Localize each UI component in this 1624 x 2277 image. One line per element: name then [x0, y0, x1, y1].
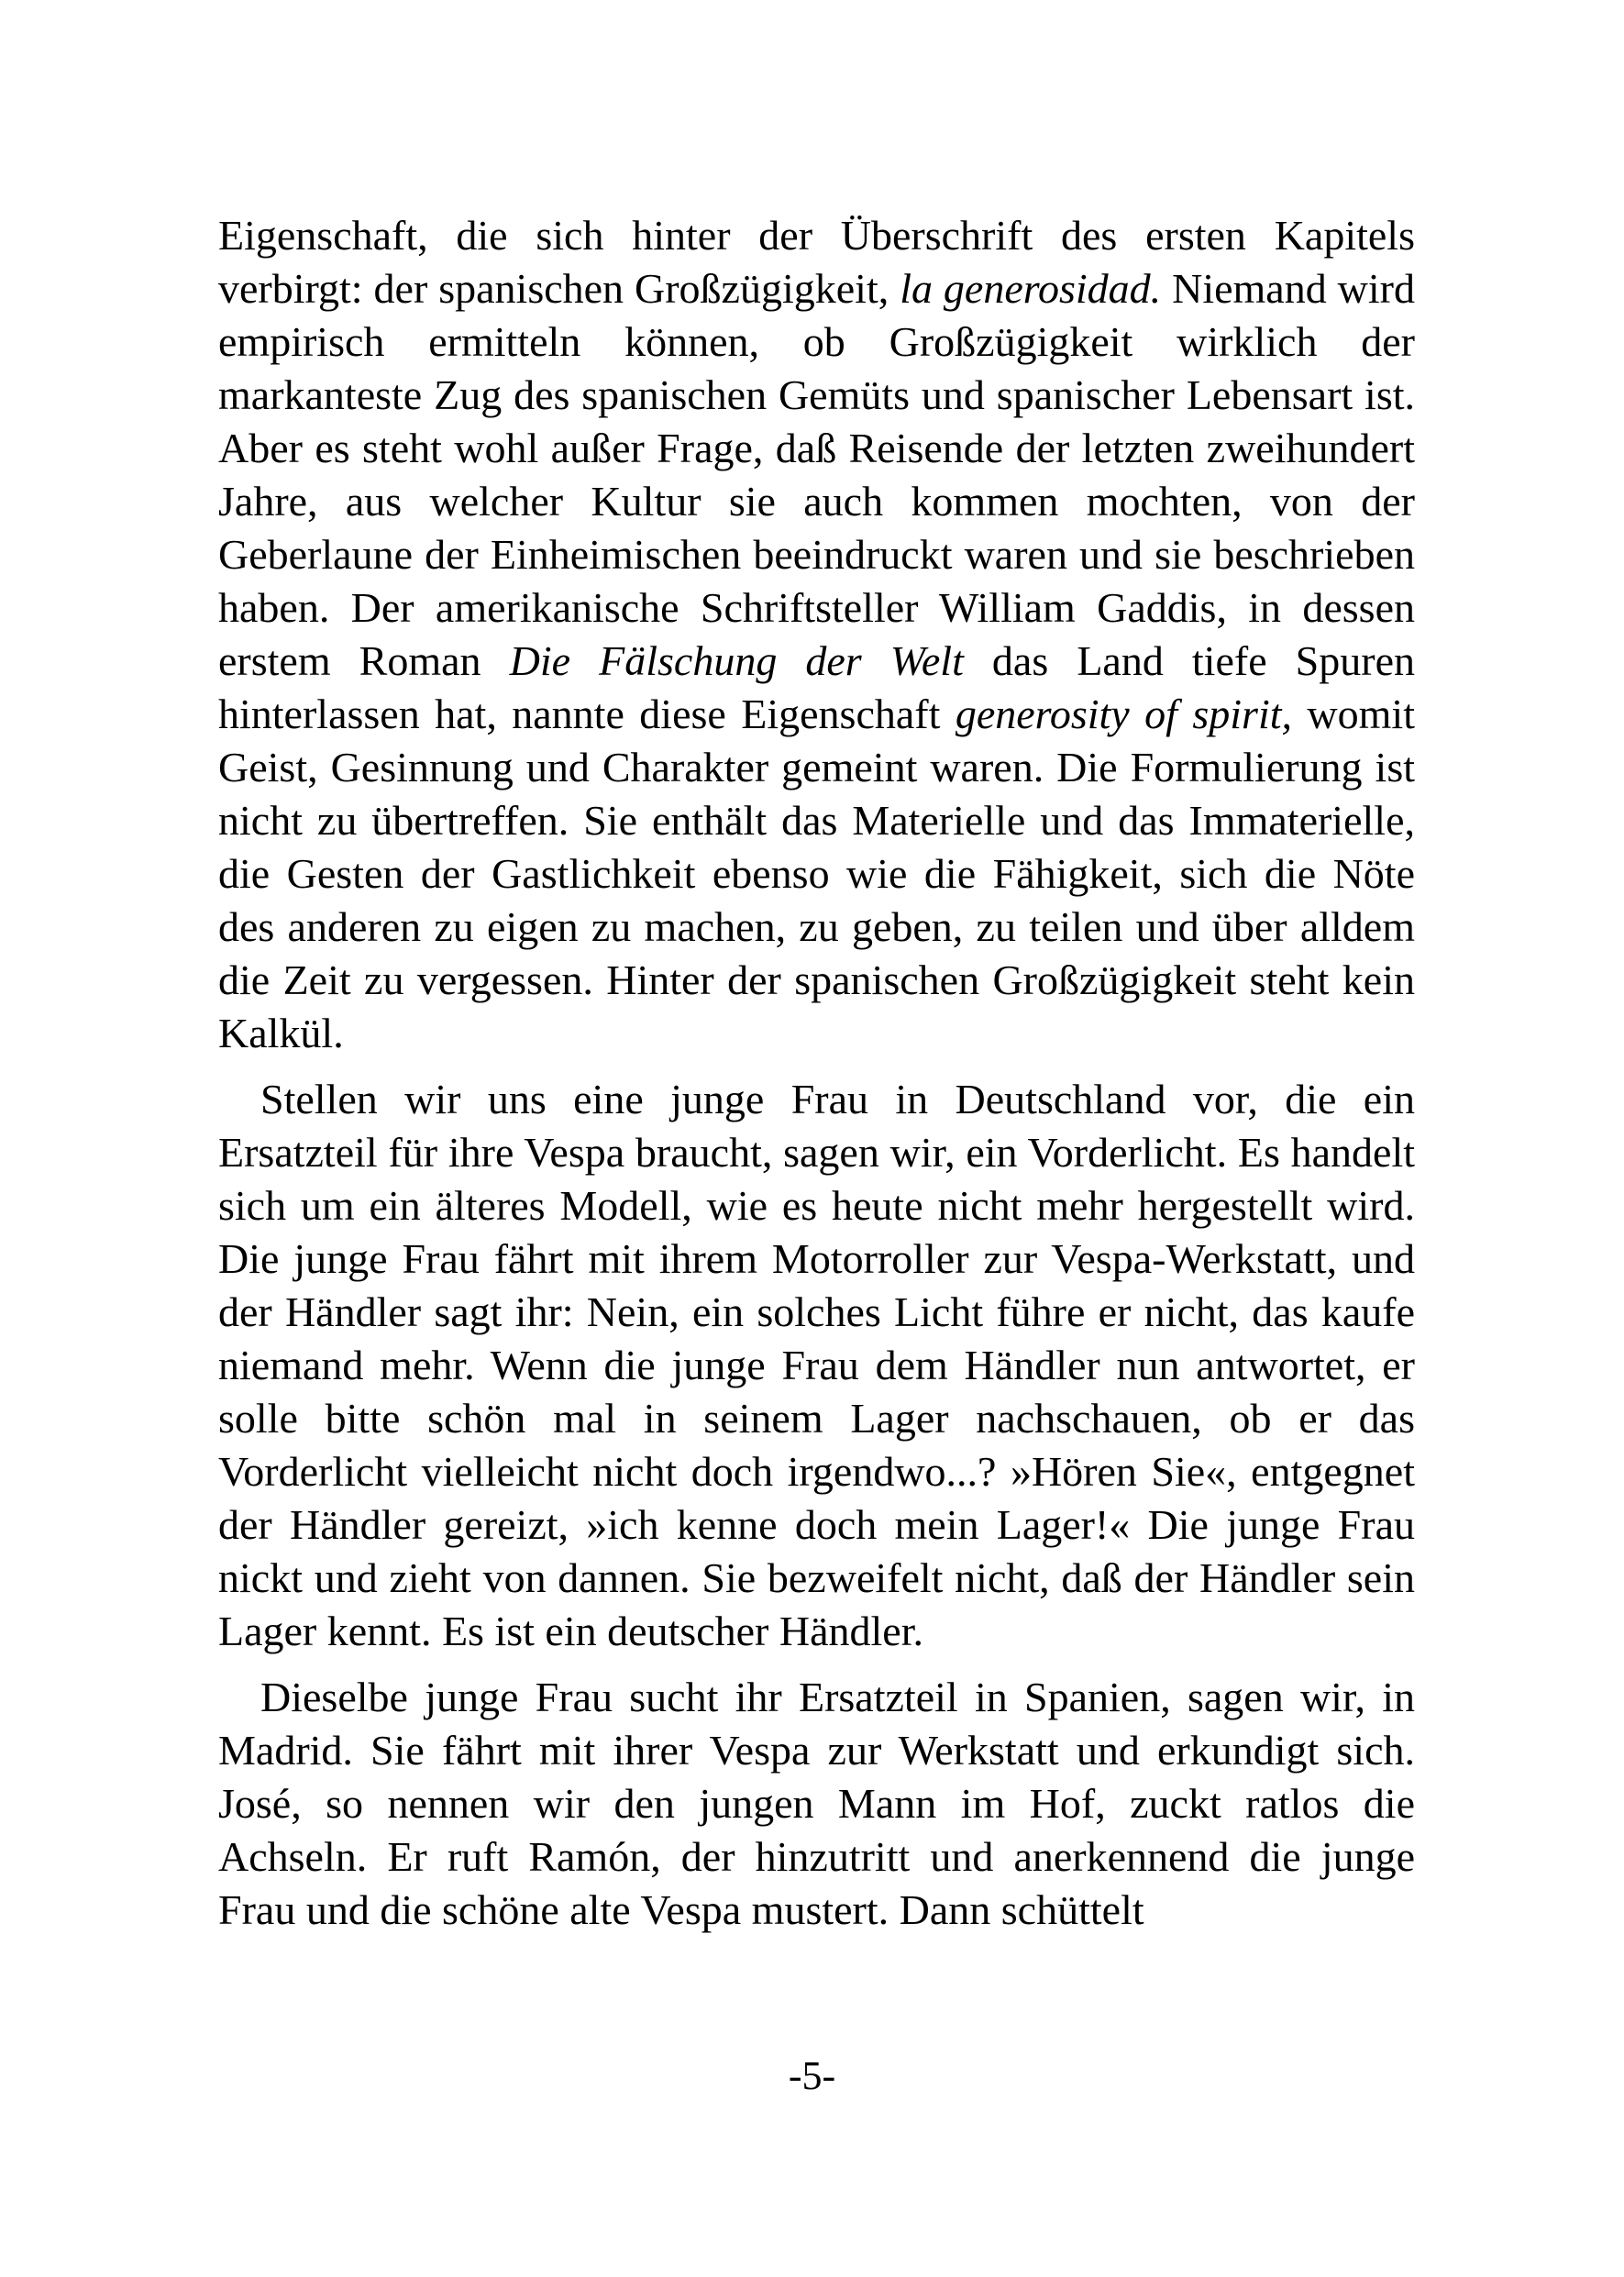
italic-phrase-la-generosidad: la generosidad. [900, 265, 1162, 312]
paragraph-1-text: womit Geist, Gesinnung und Charakter gemeint waren. Die Formulierung ist nicht zu übertreffen. Sie enthält das Materielle und das Immaterielle, die Gesten der Gastlichkeit ebenso wie die Fähigkeit, sich die Nöte des anderen zu eigen zu machen, zu geben, zu teilen und über alldem die Zeit zu vergessen. Hinter der spanischen Großzügigkeit steht kein Kalkül. [218, 691, 1415, 1056]
paragraph-1 [218, 209, 1415, 1060]
italic-book-title: Die Fälschung der Welt [509, 637, 964, 684]
page-number: -5- [788, 2053, 836, 2098]
paragraph-1-text: Eigenschaft, die sich hinter der Überschrift des ersten Kapitels verbirgt: der spanischen Großzügigkeit, [218, 212, 1415, 312]
body-text [218, 209, 1415, 1950]
paragraph-3-text: Dieselbe junge Frau sucht ihr Ersatzteil in Spanien, sagen wir, in Madrid. Sie fährt mit ihrer Vespa zur Werkstatt und erkundigt sich. José, so nennen wir den jungen Mann im Hof, zuckt ratlos die Achseln. Er ruft Ramón, der hinzutritt und anerkennend die junge Frau und die schöne alte Vespa mustert. Dann schüttelt [218, 1674, 1415, 1933]
italic-phrase-generosity-of-spirit: generosity of spirit, [955, 691, 1292, 737]
paragraph-1-text: Niemand wird empirisch ermitteln können, ob Großzügigkeit wirklich der markanteste Zug des spanischen Gemüts und spanischer Lebensart ist. Aber es steht wohl außer Frage, daß Reisende der letzten zweihundert Jahre, aus welcher Kultur sie auch kommen mochten, von der Geberlaune der Einheimischen beeindruckt waren und sie beschrieben haben. Der amerikanische Schriftsteller William Gaddis, in dessen erstem Roman [218, 265, 1415, 684]
paragraph-2-text: Stellen wir uns eine junge Frau in Deutschland vor, die ein Ersatzteil für ihre Vespa braucht, sagen wir, ein Vorderlicht. Es handelt sich um ein älteres Modell, wie es heute nicht mehr hergestellt wird. Die junge Frau fährt mit ihrem Motorroller zur Vespa-Werkstatt, und der Händler sagt ihr: Nein, ein solches Licht führe er nicht, das kaufe niemand mehr. Wenn die junge Frau dem Händler nun antwortet, er solle bitte schön mal in seinem Lager nachschauen, ob er das Vorderlicht vielleicht nicht doch irgendwo...? »Hören Sie«, entgegnet der Händler gereizt, »ich kenne doch mein Lager!« Die junge Frau nickt und zieht von dannen. Sie bezweifelt nicht, daß der Händler sein Lager kennt. Es ist ein deutscher Händler. [218, 1076, 1415, 1654]
paragraph-2 [218, 1073, 1415, 1658]
paragraph-3 [218, 1671, 1415, 1937]
paragraph-1-text: das Land tiefe Spuren hinterlassen hat, nannte diese Eigenschaft [218, 637, 1415, 737]
